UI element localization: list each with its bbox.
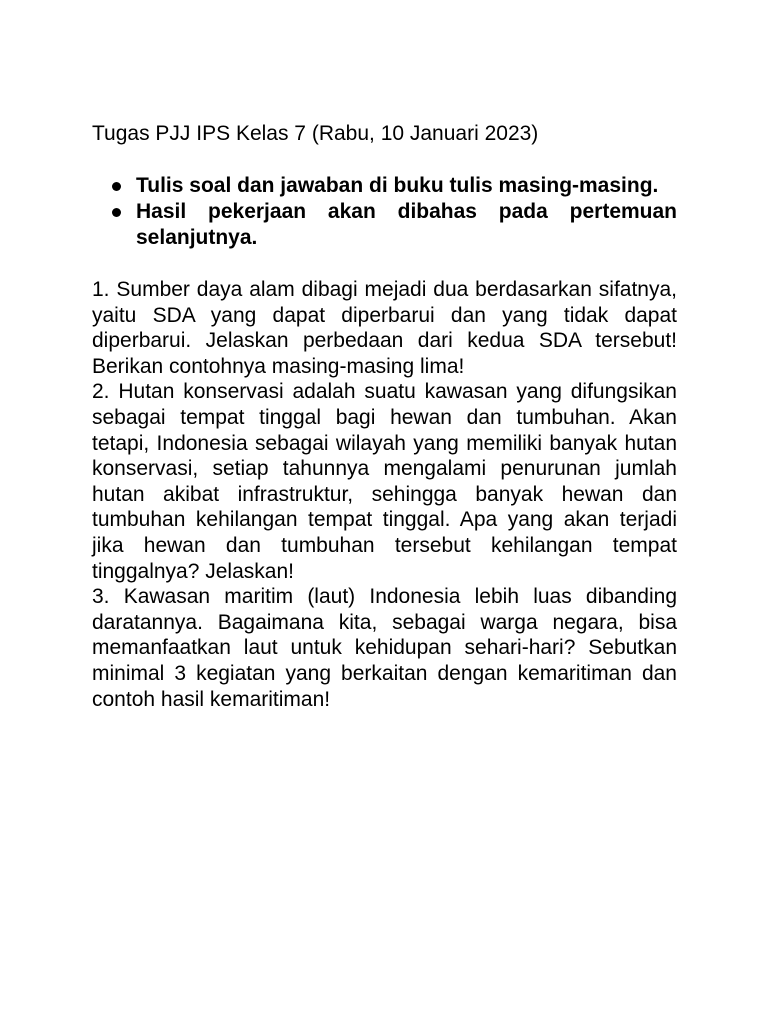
- instruction-item: [92, 173, 677, 199]
- question-list: [92, 277, 677, 712]
- page-title: Tugas PJJ IPS Kelas 7 (Rabu, 10 Januari 2023): [92, 122, 539, 145]
- instruction-item: [92, 199, 677, 251]
- instruction-text: Tulis soal dan jawaban di buku tulis masing-masing.: [136, 174, 659, 197]
- question-2: 2. Hutan konservasi adalah suatu kawasan yang difungsikan sebagai tempat tinggal bagi hewan dan tumbuhan. Akan tetapi, Indonesia sebagai wilayah yang memiliki banyak hutan konservasi, setiap tahunnya mengalami penurunan jumlah hutan akibat infrastruktur, sehingga banyak hewan dan tumbuhan kehilangan tempat tinggal. Apa yang akan terjadi jika hewan dan tumbuhan tersebut kehilangan tempat tinggalnya? Jelaskan!: [92, 380, 677, 583]
- bullet-icon: [112, 208, 121, 217]
- instruction-text: Hasil pekerjaan akan dibahas pada pertemuan selanjutnya.: [136, 200, 677, 249]
- bullet-icon: [112, 182, 121, 191]
- question-1: 1. Sumber daya alam dibagi mejadi dua berdasarkan sifatnya, yaitu SDA yang dapat diperbarui dan yang tidak dapat diperbarui. Jelaskan perbedaan dari kedua SDA tersebut! Berikan contohnya masing-masing lima!: [92, 278, 677, 378]
- document-content: [92, 121, 677, 712]
- instruction-list: [92, 173, 677, 251]
- question-3: 3. Kawasan maritim (laut) Indonesia lebih luas dibanding daratannya. Bagaimana kita, sebagai warga negara, bisa memanfaatkan laut untuk kehidupan sehari-hari? Sebutkan minimal 3 kegiatan yang berkaitan dengan kemaritiman dan contoh hasil kemaritiman!: [92, 585, 677, 711]
